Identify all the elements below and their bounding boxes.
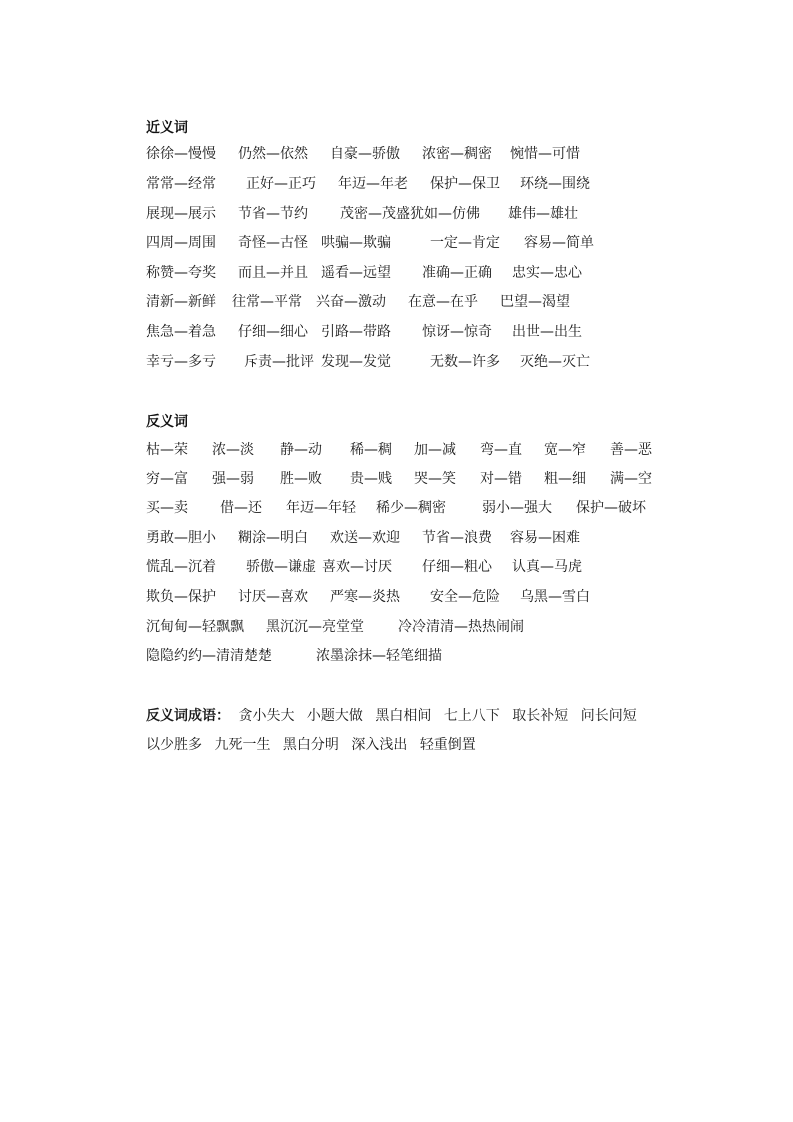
antonym-pair: 慌乱—沉着 — [146, 559, 216, 575]
synonym-pair: 容易—简单 — [524, 235, 594, 251]
antonyms-title: 反义词 — [146, 414, 188, 430]
antonym-pair: 仔细—粗心 — [422, 559, 492, 575]
antonym-pair: 安全—危险 — [430, 589, 500, 605]
antonym-pair: 强—弱 — [212, 471, 254, 487]
synonym-pair: 兴奋—激动 — [316, 294, 386, 310]
antonym-pair: 贵—贱 — [350, 471, 392, 487]
idiom-item: 小题大做 — [306, 708, 363, 724]
antonym-pair: 浓墨涂抹—轻笔细描 — [316, 648, 442, 664]
synonym-pair: 惊讶—惊奇 — [422, 324, 492, 340]
antonym-pair: 粗—细 — [544, 471, 586, 487]
idiom-item: 以少胜多 — [146, 737, 202, 753]
synonym-pair: 称赞—夸奖 — [146, 265, 216, 281]
antonym-pair: 糊涂—明白 — [238, 530, 308, 546]
synonym-pair: 斥责—批评 — [244, 354, 314, 370]
synonym-pair: 年迈—年老 — [338, 176, 408, 192]
synonym-pair: 发现—发觉 — [321, 354, 391, 370]
antonym-pair: 容易—困难 — [510, 530, 580, 546]
synonym-pair: 无数—许多 — [430, 354, 500, 370]
synonym-pair: 一定—肯定 — [430, 235, 500, 251]
antonym-pair: 欺负—保护 — [146, 589, 216, 605]
synonym-pair: 节省—节约 — [238, 206, 308, 222]
synonym-pair: 正好—正巧 — [246, 176, 316, 192]
synonym-pair: 准确—正确 — [422, 265, 492, 281]
synonym-pair: 而且—并且 — [238, 265, 308, 281]
synonym-pair: 哄骗—欺骗 — [321, 235, 391, 251]
synonym-pair: 雄伟—雄壮 — [508, 206, 578, 222]
idioms-line-2 — [146, 735, 484, 755]
antonym-pair: 喜欢—讨厌 — [322, 559, 392, 575]
synonym-pair: 茂密—茂盛 — [340, 206, 410, 222]
synonym-pair: 引路—带路 — [321, 324, 391, 340]
antonym-pair: 欢送—欢迎 — [330, 530, 400, 546]
antonym-pair: 年迈—年轻 — [286, 500, 356, 516]
synonym-pair: 奇怪—古怪 — [238, 235, 308, 251]
synonym-pair: 浓密—稠密 — [422, 146, 492, 162]
synonym-pair: 自豪—骄傲 — [330, 146, 400, 162]
antonym-pair: 满—空 — [610, 471, 652, 487]
antonym-pair: 对—错 — [480, 471, 522, 487]
idiom-item: 黑白相间 — [375, 708, 432, 724]
antonym-pair: 骄傲—谦虚 — [246, 559, 316, 575]
antonym-pair: 冷冷清清—热热闹闹 — [398, 619, 524, 635]
idiom-item: 黑白分明 — [282, 737, 339, 753]
antonym-pair: 弱小—强大 — [482, 500, 552, 516]
antonym-pair: 沉甸甸—轻飘飘 — [146, 619, 244, 635]
synonym-pair: 巴望—渴望 — [500, 294, 570, 310]
synonym-pair: 往常—平常 — [232, 294, 302, 310]
idiom-item: 贪小失大 — [238, 708, 295, 724]
antonym-pair: 穷—富 — [146, 471, 188, 487]
idiom-item: 取长补短 — [512, 708, 569, 724]
idiom-item: 七上八下 — [443, 708, 500, 724]
idiom-item: 问长问短 — [580, 708, 637, 724]
synonym-pair: 遥看—远望 — [321, 265, 391, 281]
antonym-pair: 稀少—稠密 — [376, 500, 446, 516]
antonym-pair: 黑沉沉—亮堂堂 — [266, 619, 364, 635]
antonym-pair: 静—动 — [280, 442, 322, 458]
synonym-pair: 四周—周围 — [146, 235, 216, 251]
antonym-pair: 枯—荣 — [146, 442, 188, 458]
synonyms-title: 近义词 — [146, 120, 188, 136]
synonym-pair: 仔细—细心 — [238, 324, 308, 340]
antonym-pair: 节省—浪费 — [422, 530, 492, 546]
synonym-pair: 常常—经常 — [146, 176, 216, 192]
synonym-pair: 忠实—忠心 — [512, 265, 582, 281]
synonym-pair: 幸亏—多亏 — [146, 354, 216, 370]
antonym-pair: 稀—稠 — [350, 442, 392, 458]
antonym-pair: 胜—败 — [280, 471, 322, 487]
synonym-pair: 仍然—依然 — [238, 146, 308, 162]
idioms-line-1 — [146, 706, 645, 726]
synonym-pair: 灭绝—灭亡 — [520, 354, 590, 370]
synonym-pair: 出世—出生 — [512, 324, 582, 340]
idiom-item: 轻重倒置 — [419, 737, 476, 753]
antonym-pair: 勇敢—胆小 — [146, 530, 216, 546]
synonym-pair: 保护—保卫 — [430, 176, 500, 192]
synonym-pair: 惋惜—可惜 — [510, 146, 580, 162]
antonym-pair: 宽—窄 — [544, 442, 586, 458]
antonym-pair: 浓—淡 — [212, 442, 254, 458]
antonym-pair: 哭—笑 — [414, 471, 456, 487]
antonym-pair: 借—还 — [220, 500, 262, 516]
antonym-pair: 乌黑—雪白 — [520, 589, 590, 605]
antonym-pair: 隐隐约约—清清楚楚 — [146, 648, 272, 664]
synonym-pair: 在意—在乎 — [408, 294, 478, 310]
antonym-pair: 弯—直 — [480, 442, 522, 458]
idioms-label: 反义词成语： — [146, 708, 230, 724]
antonym-pair: 保护—破坏 — [576, 500, 646, 516]
synonym-pair: 展现—展示 — [146, 206, 216, 222]
antonym-pair: 讨厌—喜欢 — [238, 589, 308, 605]
synonym-pair: 徐徐—慢慢 — [146, 146, 216, 162]
synonym-pair: 环绕—围绕 — [520, 176, 590, 192]
idiom-item: 九死一生 — [214, 737, 271, 753]
synonym-pair: 焦急—着急 — [146, 324, 216, 340]
antonym-pair: 认真—马虎 — [512, 559, 582, 575]
synonym-pair: 清新—新鲜 — [146, 294, 216, 310]
antonym-pair: 买—卖 — [146, 500, 188, 516]
synonym-pair: 犹如—仿佛 — [410, 206, 480, 222]
antonym-pair: 善—恶 — [610, 442, 652, 458]
idiom-item: 深入浅出 — [351, 737, 408, 753]
antonym-pair: 加—减 — [414, 442, 456, 458]
antonym-pair: 严寒—炎热 — [330, 589, 400, 605]
